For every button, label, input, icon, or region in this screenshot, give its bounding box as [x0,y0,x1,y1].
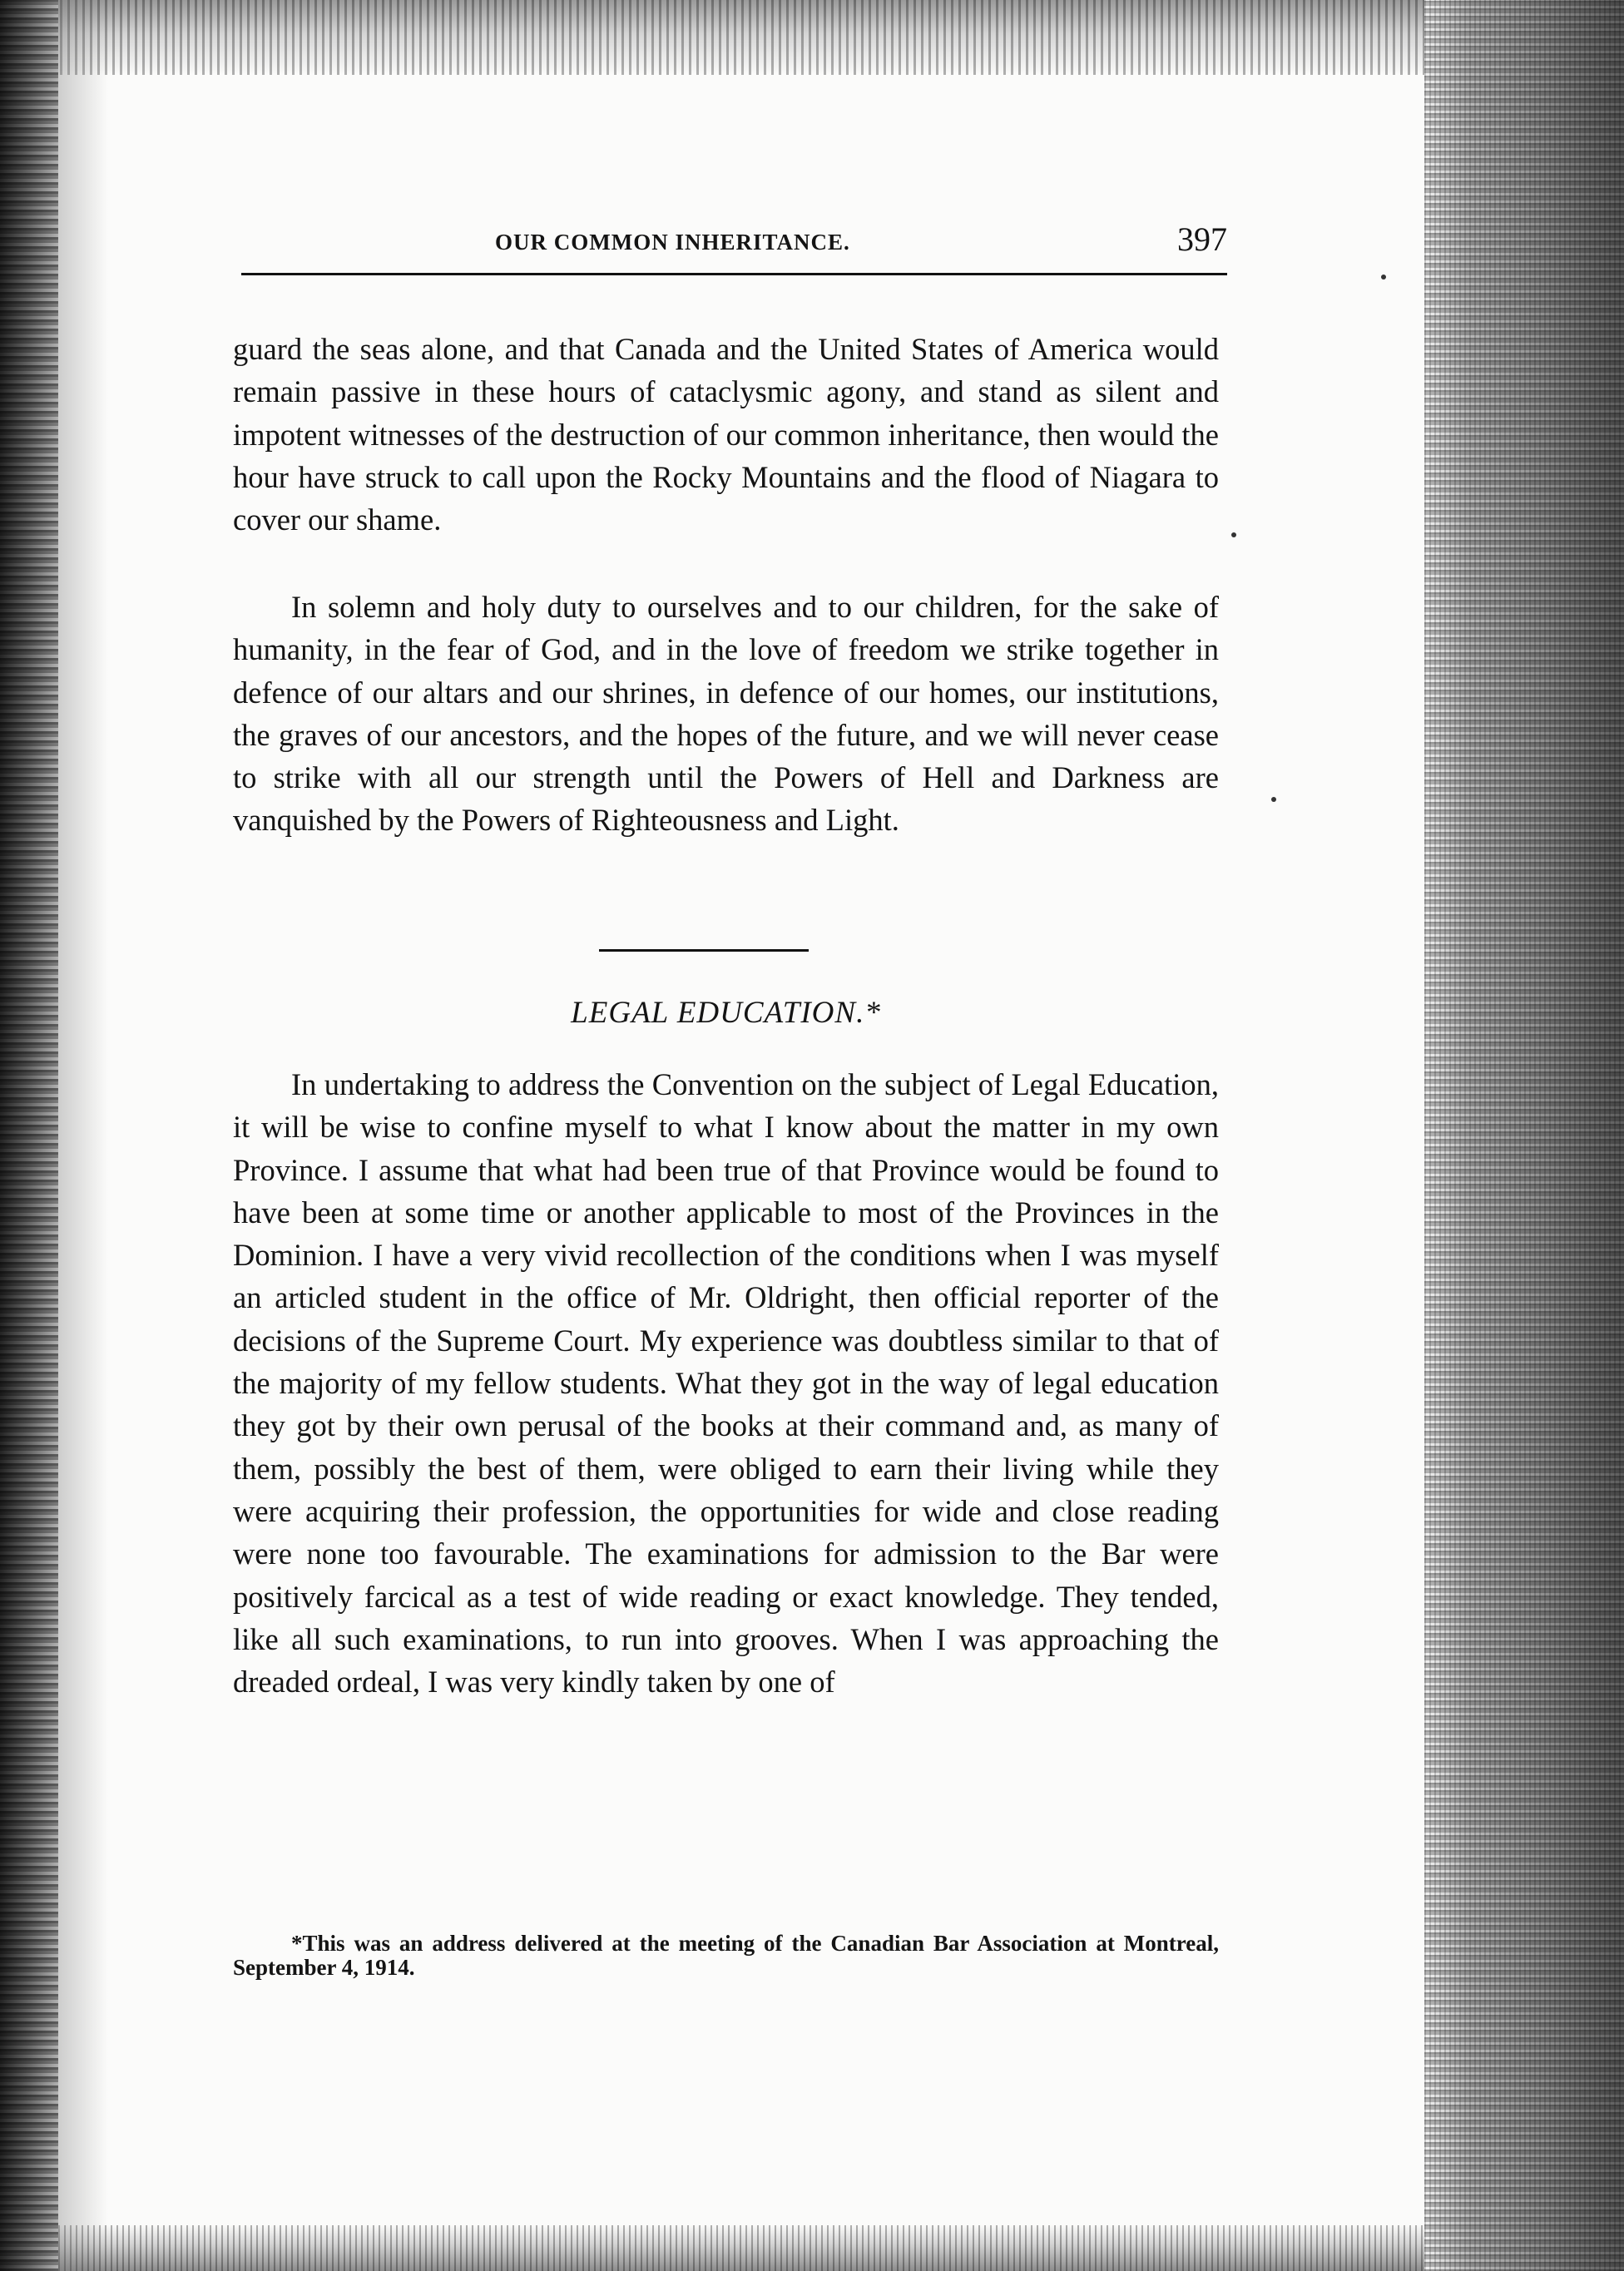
scan-speck [1381,275,1386,280]
running-title: OUR COMMON INHERITANCE. [495,230,850,255]
scan-edge-left [0,0,58,2271]
body-paragraph: guard the seas alone, and that Canada and the United States of America would remain passive in these hours of cataclysmic agony, and stand as silent and impotent witnesses of the destruction of our common inheritance, then would the hour have struck to call upon the Rocky Mountains and the flood of Niagara to cover our shame. [233,332,1219,537]
header-rule [241,273,1227,275]
scan-edge-left-shadow [58,0,108,2271]
scan-edge-top [0,0,1624,75]
scan-edge-bottom [0,2225,1624,2271]
scan-speck [1271,797,1276,802]
page-number: 397 [1177,220,1227,258]
section-paragraph: In undertaking to address the Convention on the subject of Legal Education, it will be wise to confine myself to what I know about the matter in my own Province. I assume that what had been true of that Province would be found to have been at some time or another applicable to most of the Provinces in the Dominion. I have a very vivid recollection of the conditions when I was myself an articled student in the office of Mr. Oldright, then official reporter of the decisions of the Supreme Court. My experience was doubtless similar to that of the majority of my fellow students. What they got in the way of legal education they got by their own perusal of the books at their command and, as many of them, possibly the best of them, were obliged to earn their living while they were acquiring their profession, the opportunities for wide and close reading were none too favourable. The examinations for admission to the Bar were positively farcical as a test of wide reading or exact knowledge. They tended, like all such examinations, to run into grooves. When I was approaching the dreaded ordeal, I was very kindly taken by one of [233,1067,1219,1700]
section-divider [599,949,809,952]
body-paragraph: In solemn and holy duty to ourselves and to our children, for the sake of humanity, in the fear of God, and in the love of freedom we strike together in defence of our altars and our shrines, in defence of our homes, our institutions, the graves of our ancestors, and the hopes of the future, and we will never cease to strike with all our strength until the Powers of Hell and Darkness are vanquished by the Powers of Righteousness and Light. [233,590,1219,838]
section-title: LEGAL EDUCATION.* [571,996,881,1030]
footnote: *This was an address delivered at the meeting of the Canadian Bar Association at Montreal, September 4, 1914. [233,1931,1219,1980]
scan-edge-right [1424,0,1624,2271]
scan-speck [1231,532,1236,537]
running-header [241,220,1227,258]
